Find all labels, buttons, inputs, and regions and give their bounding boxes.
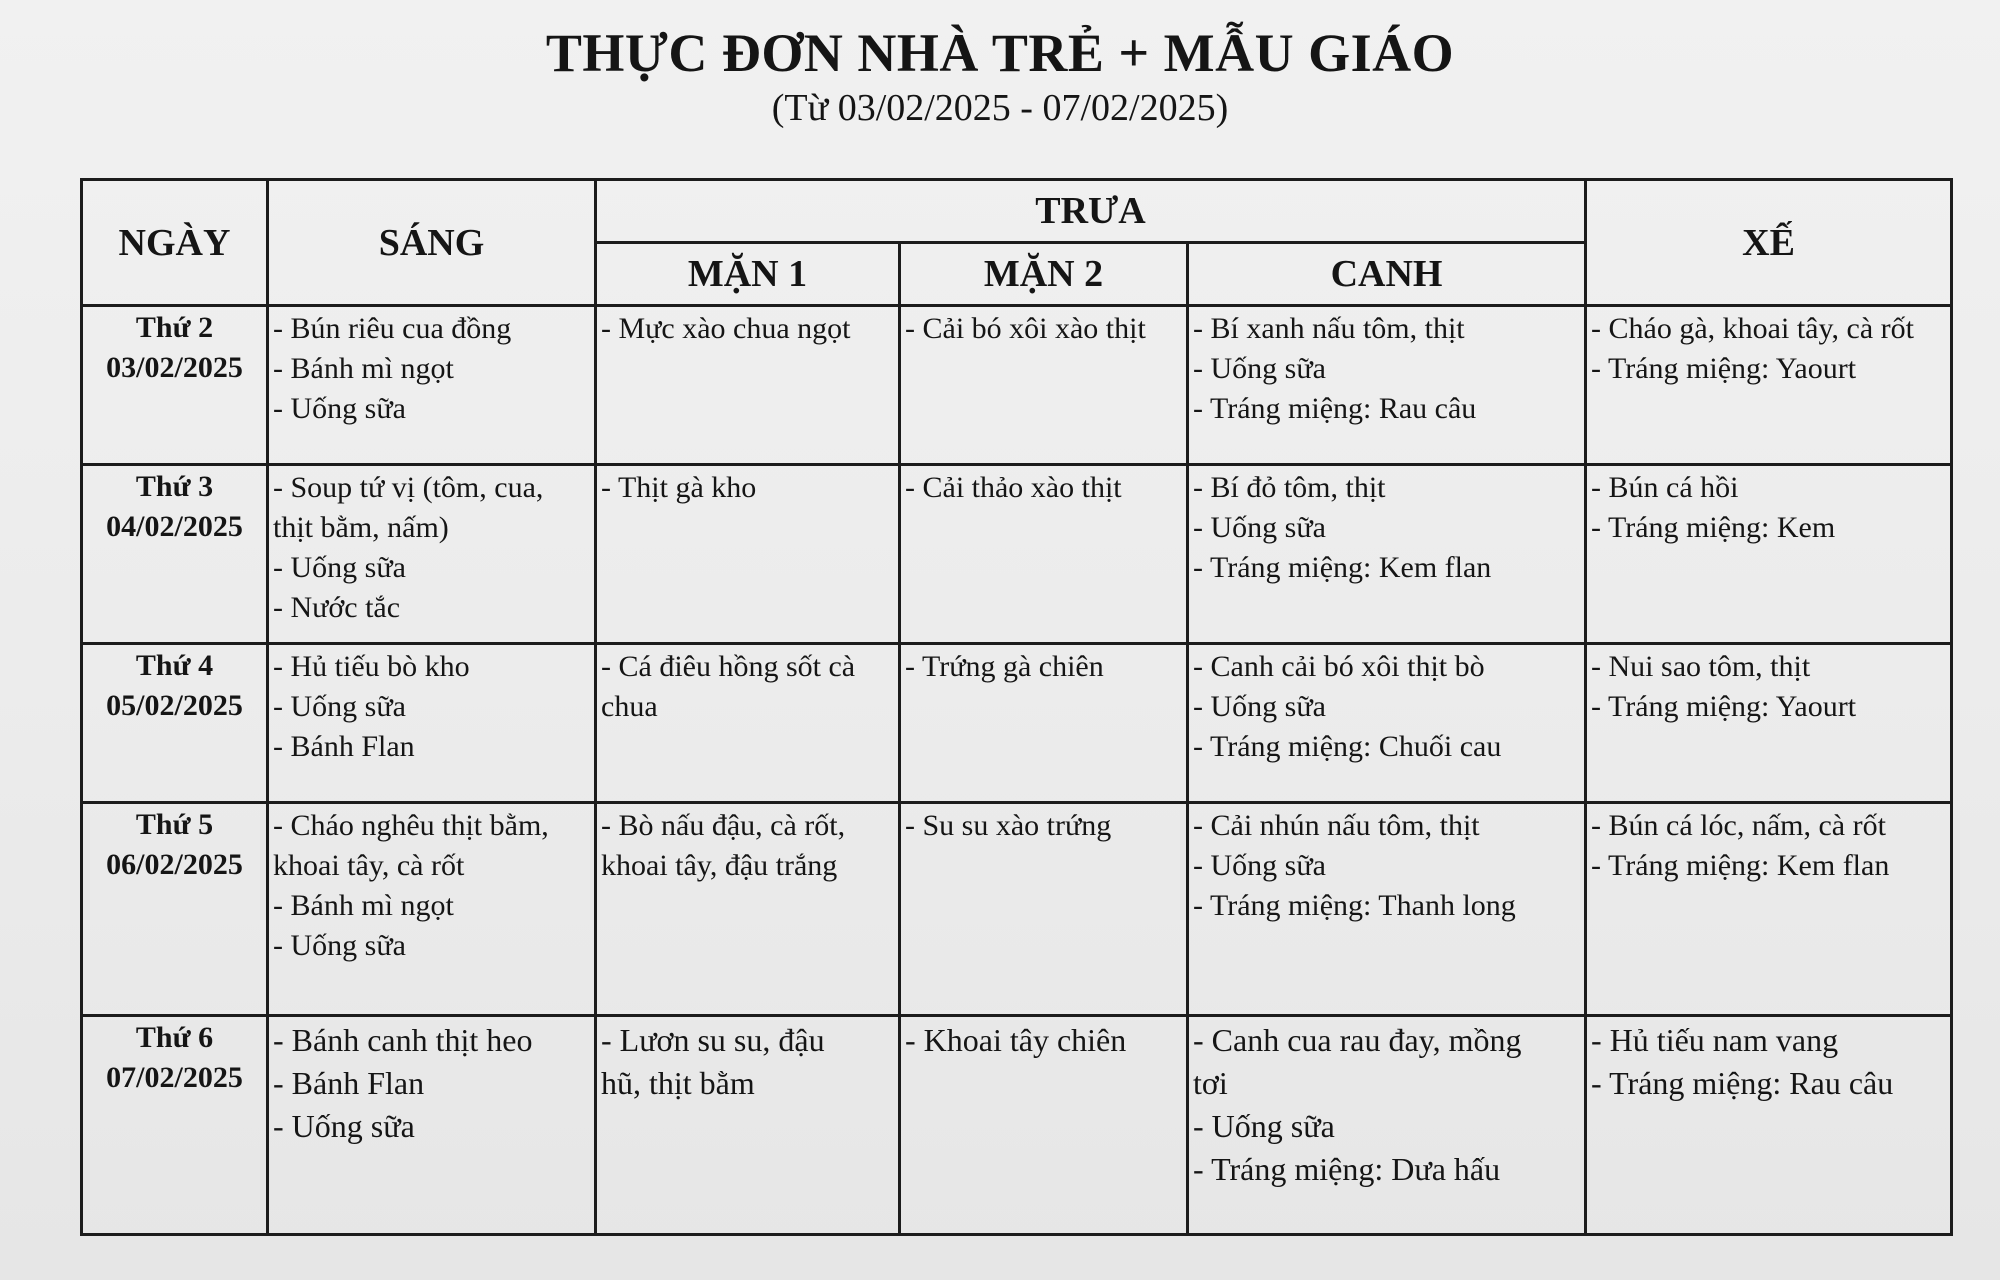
menu-item-line: - Bánh Flan [273, 1065, 425, 1101]
menu-item-line: - Uống sữa [1193, 352, 1326, 385]
menu-cell-man2 [900, 465, 1188, 644]
menu-item-line: - Uống sữa [1193, 1108, 1335, 1144]
menu-item-line: - Tráng miệng: Thanh long [1193, 889, 1516, 922]
day-date: 05/02/2025 [106, 689, 243, 722]
menu-item-line: - Tráng miệng: Rau câu [1193, 392, 1477, 425]
header-ngay: NGÀY [82, 180, 268, 306]
menu-item-line: - Uống sữa [1193, 511, 1326, 544]
menu-item-line: chua [601, 690, 658, 723]
day-cell [82, 306, 268, 465]
menu-item-line: - Nui sao tôm, thịt [1591, 650, 1811, 683]
menu-item-line: - Canh cua rau đay, mồng [1193, 1022, 1522, 1058]
menu-item-line: - Tráng miệng: Kem flan [1193, 551, 1492, 584]
menu-item-line: - Tráng miệng: Yaourt [1591, 352, 1857, 385]
menu-cell-xe [1586, 465, 1952, 644]
menu-item-line: khoai tây, cà rốt [273, 849, 465, 882]
menu-item-line: - Tráng miệng: Dưa hấu [1193, 1151, 1501, 1187]
menu-item-line: tơi [1193, 1065, 1228, 1101]
day-cell [82, 465, 268, 644]
menu-body [82, 306, 1952, 1235]
menu-cell-man2 [900, 803, 1188, 1016]
menu-item-line: - Cháo gà, khoai tây, cà rốt [1591, 312, 1914, 345]
menu-item-line: thịt bằm, nấm) [273, 511, 449, 544]
menu-item-line: khoai tây, đậu trắng [601, 849, 838, 882]
menu-item-line: - Uống sữa [273, 551, 406, 584]
menu-item-line: hũ, thịt bằm [601, 1065, 755, 1101]
menu-item-line: - Uống sữa [273, 929, 406, 962]
menu-item-line: - Uống sữa [273, 690, 406, 723]
menu-item-line: - Uống sữa [273, 1108, 415, 1144]
menu-cell-sang [268, 803, 596, 1016]
menu-item-line: - Lươn su su, đậu [601, 1022, 825, 1058]
header-canh: CANH [1188, 243, 1586, 306]
table-row [82, 465, 1952, 644]
header-trua: TRƯA [596, 180, 1586, 243]
day-date: 07/02/2025 [106, 1061, 243, 1094]
menu-item-line: - Bánh Flan [273, 730, 415, 763]
table-row [82, 1016, 1952, 1235]
menu-item-line: - Tráng miệng: Rau câu [1591, 1065, 1894, 1101]
menu-item-line: - Cháo nghêu thịt bằm, [273, 809, 549, 842]
menu-item-line: - Thịt gà kho [601, 471, 757, 504]
menu-item-line: - Hủ tiếu bò kho [273, 650, 470, 683]
menu-item-line: - Bò nấu đậu, cà rốt, [601, 809, 846, 842]
header-sang: SÁNG [268, 180, 596, 306]
header-xe: XẾ [1586, 180, 1952, 306]
menu-cell-xe [1586, 644, 1952, 803]
menu-cell-man1 [596, 644, 900, 803]
day-label: Thứ 5 [135, 808, 214, 841]
day-cell [82, 1016, 268, 1235]
menu-item-line: - Bánh canh thịt heo [273, 1022, 533, 1058]
day-label: Thứ 6 [135, 1021, 214, 1054]
menu-cell-canh [1188, 306, 1586, 465]
menu-item-line: - Trứng gà chiên [905, 650, 1104, 683]
day-date: 04/02/2025 [106, 510, 243, 543]
menu-cell-man1 [596, 803, 900, 1016]
menu-cell-sang [268, 306, 596, 465]
day-date: 03/02/2025 [106, 351, 243, 384]
menu-cell-canh [1188, 1016, 1586, 1235]
date-range-subtitle: (Từ 03/02/2025 - 07/02/2025) [771, 87, 1229, 129]
menu-item-line: - Bí xanh nấu tôm, thịt [1193, 312, 1465, 345]
menu-item-line: - Hủ tiếu nam vang [1591, 1022, 1839, 1058]
menu-item-line: - Canh cải bó xôi thịt bò [1193, 650, 1485, 683]
menu-item-line: - Uống sữa [273, 392, 406, 425]
menu-item-line: - Cải nhún nấu tôm, thịt [1193, 809, 1480, 842]
menu-cell-sang [268, 644, 596, 803]
menu-item-line: - Bánh mì ngọt [273, 889, 454, 922]
menu-item-line: - Tráng miệng: Chuối cau [1193, 730, 1502, 763]
menu-cell-man2 [900, 306, 1188, 465]
menu-cell-sang [268, 1016, 596, 1235]
menu-item-line: - Bún cá hồi [1591, 471, 1739, 504]
menu-item-line: - Soup tứ vị (tôm, cua, [273, 471, 544, 504]
menu-item-line: - Tráng miệng: Yaourt [1591, 690, 1857, 723]
menu-cell-sang [268, 465, 596, 644]
menu-cell-canh [1188, 803, 1586, 1016]
day-label: Thứ 3 [135, 470, 214, 503]
menu-item-line: - Tráng miệng: Kem [1591, 511, 1836, 544]
menu-cell-xe [1586, 803, 1952, 1016]
weekly-menu-table [80, 178, 1953, 1236]
menu-cell-canh [1188, 465, 1586, 644]
menu-item-line: - Uống sữa [1193, 690, 1326, 723]
menu-item-line: - Cải thảo xào thịt [905, 471, 1122, 504]
menu-item-line: - Uống sữa [1193, 849, 1326, 882]
menu-item-line: - Bún cá lóc, nấm, cà rốt [1591, 809, 1886, 842]
menu-item-line: - Su su xào trứng [905, 809, 1112, 842]
menu-item-line: - Bánh mì ngọt [273, 352, 454, 385]
menu-item-line: - Bún riêu cua đồng [273, 312, 512, 345]
day-cell [82, 644, 268, 803]
document-title: THỰC ĐƠN NHÀ TRẺ + MẪU GIÁO [545, 23, 1455, 83]
table-row [82, 803, 1952, 1016]
menu-item-line: - Mực xào chua ngọt [601, 312, 851, 345]
menu-cell-man2 [900, 1016, 1188, 1235]
menu-cell-man1 [596, 1016, 900, 1235]
menu-cell-xe [1586, 1016, 1952, 1235]
menu-item-line: - Nước tắc [273, 591, 401, 624]
menu-cell-xe [1586, 306, 1952, 465]
header-man2: MẶN 2 [900, 243, 1188, 306]
day-cell [82, 803, 268, 1016]
day-label: Thứ 2 [135, 311, 214, 344]
menu-cell-man2 [900, 644, 1188, 803]
menu-item-line: - Cải bó xôi xào thịt [905, 312, 1146, 345]
table-row [82, 644, 1952, 803]
table-row [82, 306, 1952, 465]
menu-item-line: - Khoai tây chiên [905, 1022, 1127, 1058]
menu-item-line: - Tráng miệng: Kem flan [1591, 849, 1890, 882]
menu-cell-canh [1188, 644, 1586, 803]
menu-item-line: - Bí đỏ tôm, thịt [1193, 471, 1386, 504]
day-label: Thứ 4 [135, 649, 214, 682]
menu-cell-man1 [596, 306, 900, 465]
header-man1: MẶN 1 [596, 243, 900, 306]
day-date: 06/02/2025 [106, 848, 243, 881]
menu-item-line: - Cá điêu hồng sốt cà [601, 650, 856, 683]
menu-cell-man1 [596, 465, 900, 644]
